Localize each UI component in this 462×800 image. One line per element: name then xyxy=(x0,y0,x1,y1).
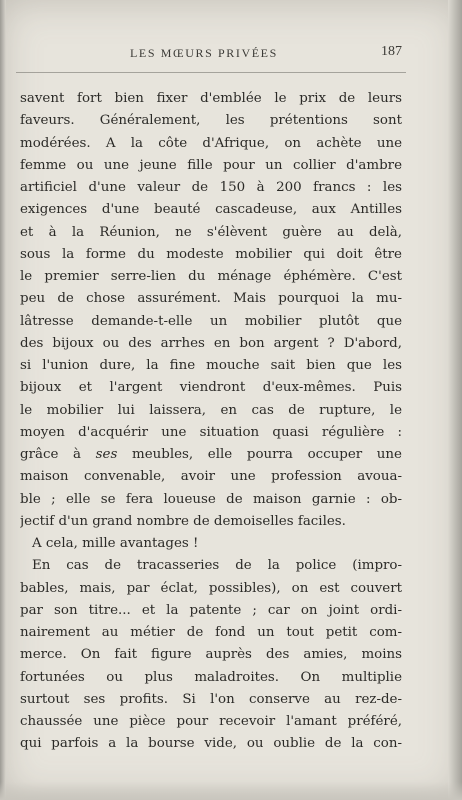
text-line: modérées. A la côte d'Afrique, on achète une xyxy=(20,135,402,151)
text-line: merce. On fait figure auprès des amies, moins xyxy=(20,647,402,663)
text-line: qui parfois a la bourse vide, ou oublie de la con- xyxy=(20,736,402,752)
text-segment: meubles, elle pourra occuper une xyxy=(117,447,402,462)
text-line: artificiel d'une valeur de 150 à 200 francs : les xyxy=(20,180,402,195)
text-line: peu de chose assurément. Mais pourquoi la mu- xyxy=(20,291,402,307)
page-right-edge xyxy=(448,0,462,800)
text-segment: grâce à xyxy=(20,447,96,462)
text-line: exigences d'une beauté cascadeuse, aux Antilles xyxy=(20,202,402,218)
text-line: lâtresse demande-t-elle un mobilier plutôt que xyxy=(20,313,402,329)
page-header xyxy=(20,44,402,64)
text-line: A cela, mille avantages ! xyxy=(32,536,199,551)
page-number: 187 xyxy=(381,44,402,59)
text-line: faveurs. Généralement, les prétentions sont xyxy=(20,113,402,129)
text-line: si l'union dure, la fine mouche sait bien que les xyxy=(20,358,402,373)
text-line: le premier serre-lien du ménage éphémère. C'est xyxy=(20,269,402,284)
page-bottom-edge xyxy=(0,782,462,800)
text-line: des bijoux ou des arrhes en bon argent ? D'abord, xyxy=(20,335,402,351)
text-line: sous la forme du modeste mobilier qui doit être xyxy=(20,246,402,262)
text-line: femme ou une jeune fille pour un collier d'ambre xyxy=(20,157,402,173)
running-head: LES MŒURS PRIVÉES xyxy=(130,46,278,60)
text-line: moyen d'acquérir une situation quasi régulière : xyxy=(20,424,402,440)
page-left-edge xyxy=(0,0,6,800)
text-line: par son titre... et la patente ; car on joint ordi- xyxy=(20,602,402,618)
text-line: savent fort bien fixer d'emblée le prix de leurs xyxy=(20,91,402,106)
text-line: ble ; elle se fera loueuse de maison garnie : ob- xyxy=(20,491,402,507)
text-line: maison convenable, avoir une profession avoua- xyxy=(20,469,402,485)
text-line: nairement au métier de fond un tout petit com- xyxy=(20,625,402,640)
text-line: fortunées ou plus maladroites. On multiplie xyxy=(20,669,402,685)
text-line: bijoux et l'argent viendront d'eux-mêmes. Puis xyxy=(20,380,402,396)
text-line: jectif d'un grand nombre de demoiselles faciles. xyxy=(20,513,346,529)
text-line: En cas de tracasseries de la police (impro- xyxy=(32,558,402,574)
text-line: le mobilier lui laissera, en cas de rupture, le xyxy=(20,402,402,418)
text-line: chaussée une pièce pour recevoir l'amant préféré, xyxy=(20,714,402,729)
header-rule xyxy=(16,72,406,73)
body-text xyxy=(20,88,402,756)
text-line: bables, mais, par éclat, possibles), on est couvert xyxy=(20,580,402,596)
text-line: surtout ses profits. Si l'on conserve au rez-de- xyxy=(20,691,402,707)
text-italic-segment: ses xyxy=(95,447,118,462)
text-line xyxy=(20,444,402,466)
text-line: et à la Réunion, ne s'élèvent guère au delà, xyxy=(20,224,402,240)
